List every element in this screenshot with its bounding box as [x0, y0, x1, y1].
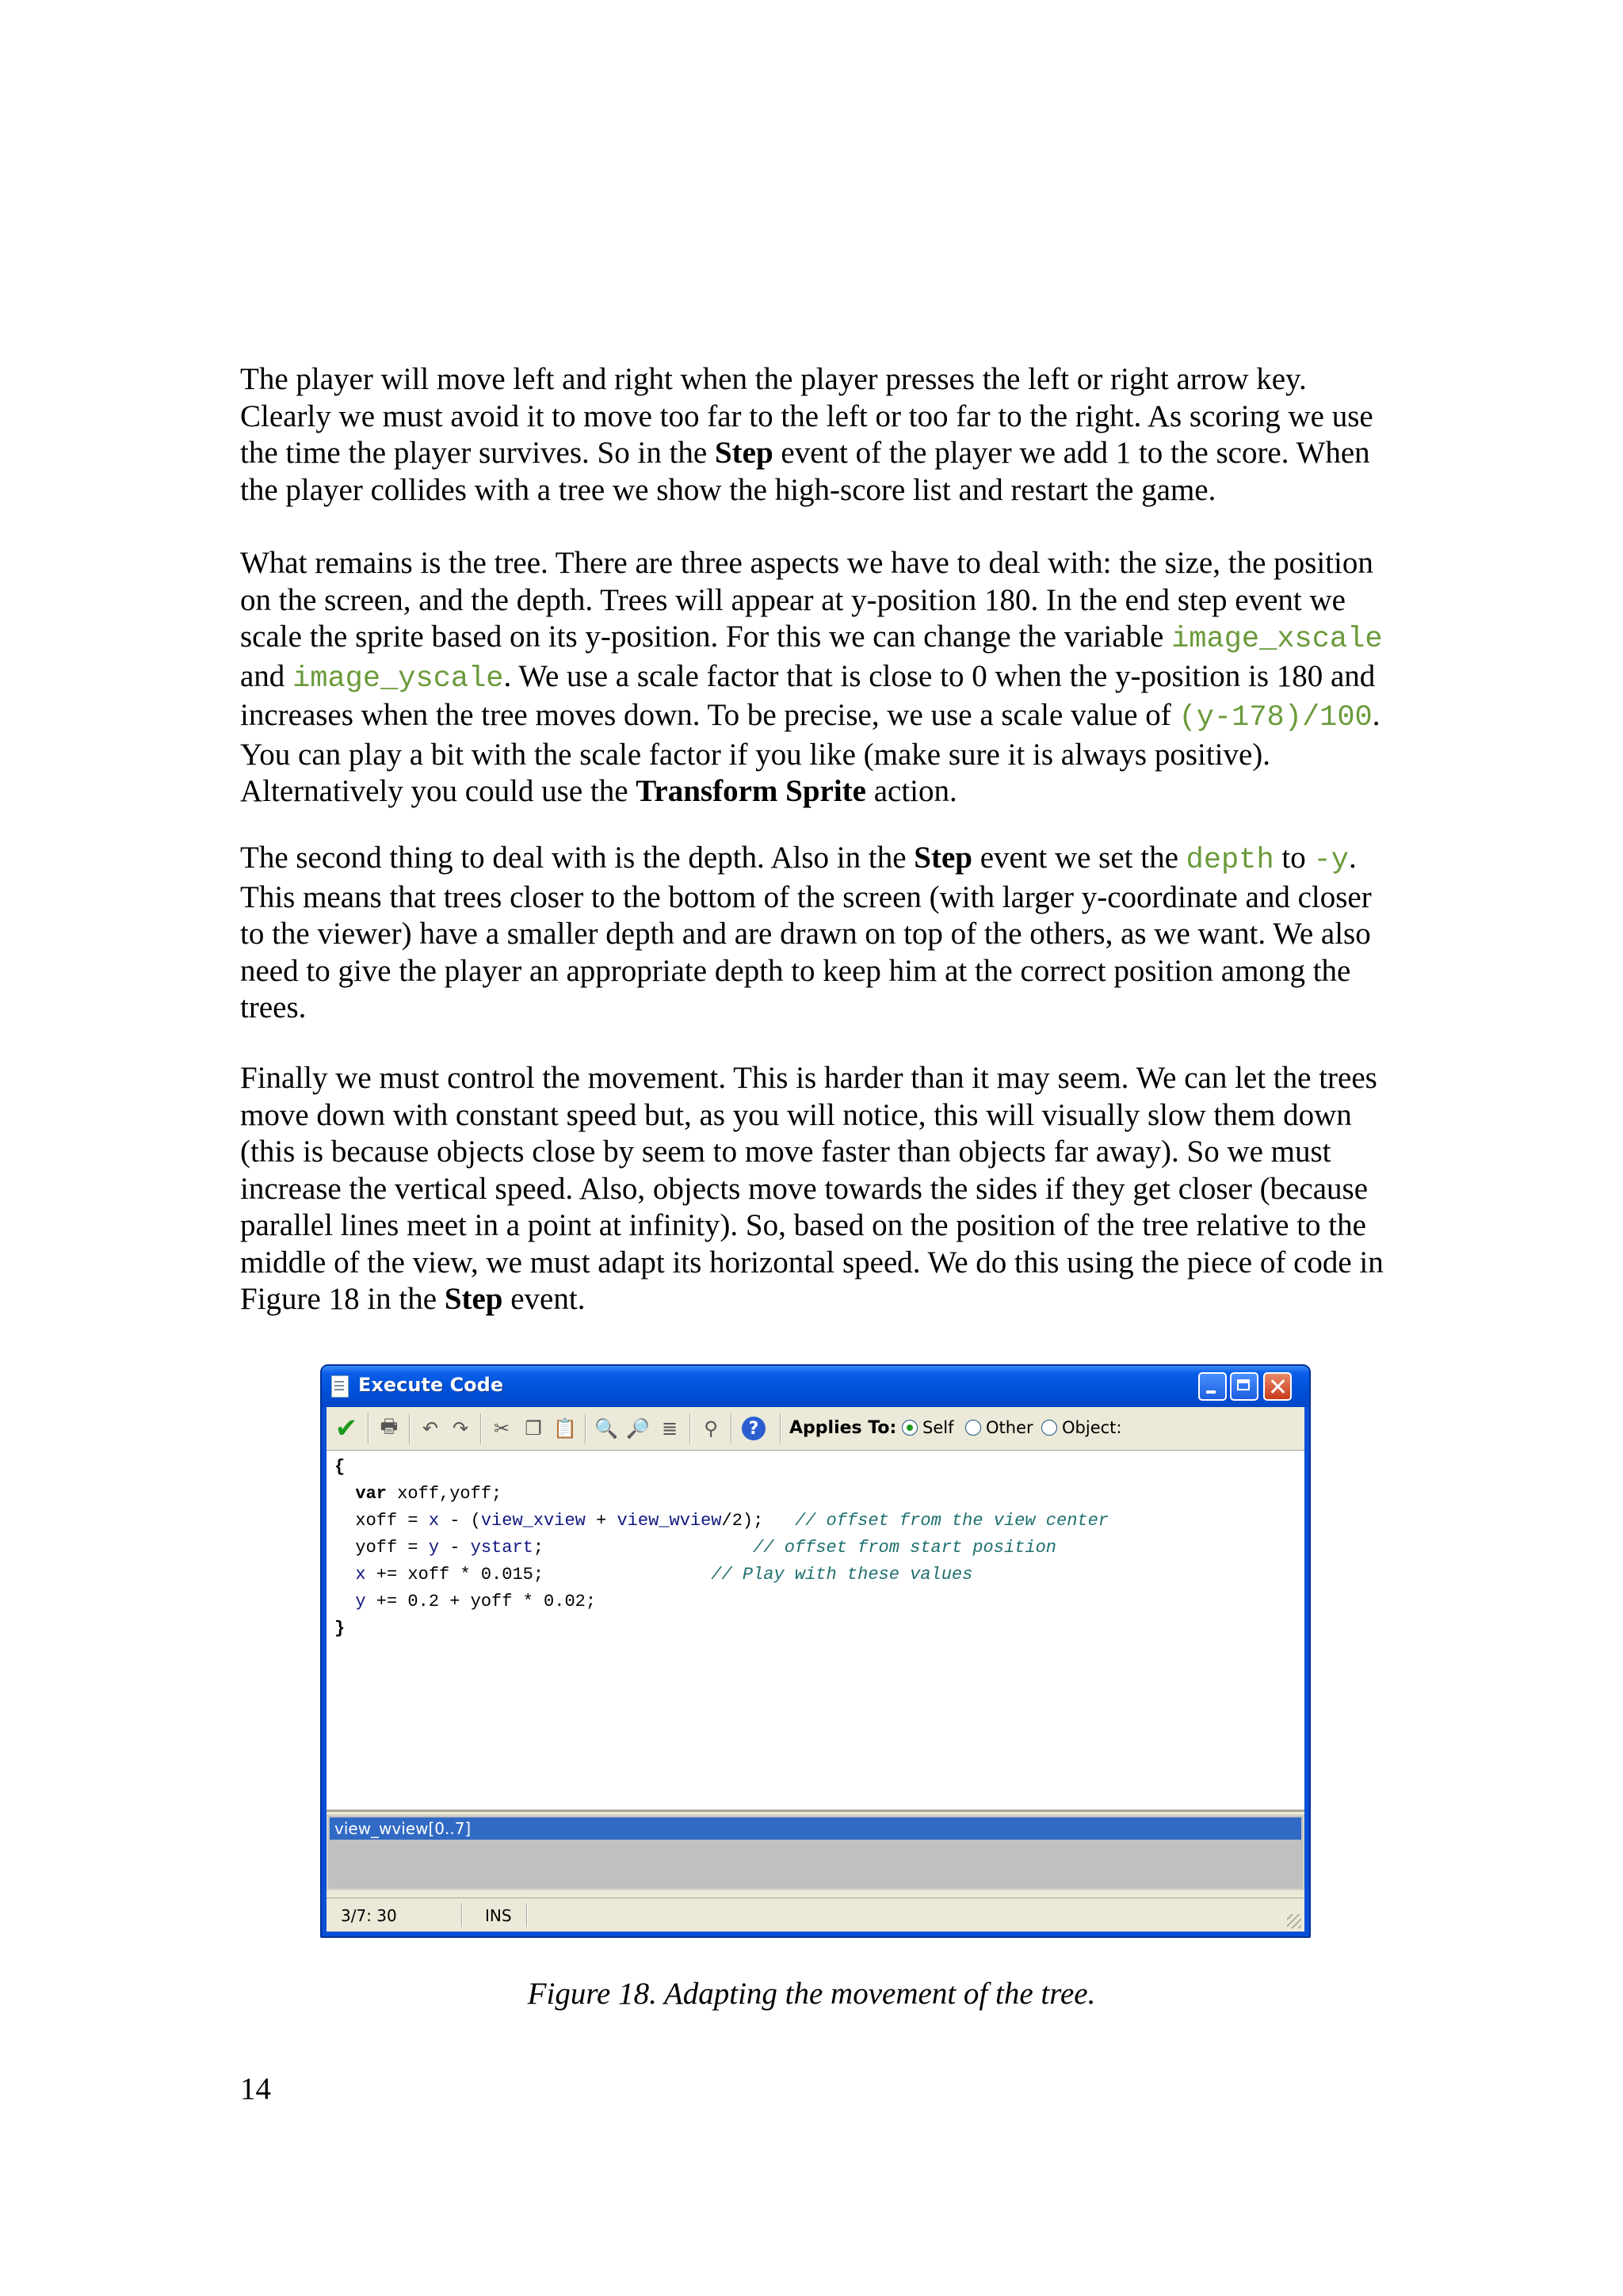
text: The player will move left and right when the player presses the left or right arrow key. Clearly we must avoid it to move too far to the left or too far to the right. As scoring we use the time the player survives. So in the: [240, 362, 1373, 470]
brace-close: }: [334, 1619, 346, 1638]
text: xoff =: [355, 1511, 429, 1531]
text: /2);: [721, 1511, 764, 1531]
keyword-var: var: [355, 1484, 388, 1504]
code-minus-y: -y: [1313, 844, 1349, 877]
builtin-var: ystart: [470, 1538, 533, 1558]
paragraph-movement: [240, 1060, 1397, 1318]
paragraph-depth: [240, 840, 1397, 1027]
help-icon[interactable]: ?: [742, 1417, 766, 1440]
code-line: [334, 1615, 345, 1642]
code-image-yscale: image_yscale: [292, 662, 504, 696]
code-line: [334, 1589, 596, 1615]
builtin-var: x: [428, 1511, 440, 1531]
check-syntax-icon[interactable]: ⚲: [704, 1417, 718, 1440]
bold-step: Step: [914, 841, 972, 875]
code-editor[interactable]: [327, 1451, 1304, 1812]
radio-object-label: Object:: [1062, 1418, 1122, 1437]
code-line: [334, 1508, 1109, 1535]
print-icon[interactable]: 🖶: [380, 1414, 399, 1437]
insert-mode: INS: [485, 1906, 512, 1925]
ok-checkmark-icon[interactable]: ✔: [334, 1413, 358, 1444]
toolbar: [327, 1407, 1304, 1451]
undo-icon[interactable]: ↶: [422, 1417, 439, 1440]
resize-grip-icon[interactable]: [1287, 1914, 1301, 1928]
code-line: [334, 1454, 345, 1481]
brace-open: {: [334, 1457, 346, 1477]
text: += 0.2 + yoff * 0.02;: [365, 1592, 597, 1611]
paste-icon[interactable]: 📋: [553, 1417, 577, 1440]
window-client: [327, 1407, 1304, 1932]
text: event we set the: [972, 841, 1186, 875]
text: and: [240, 658, 293, 693]
text: event.: [502, 1282, 586, 1316]
code-line: [334, 1535, 1056, 1562]
status-separator: [461, 1903, 462, 1927]
radio-object[interactable]: [1041, 1420, 1057, 1436]
code-scale-formula: (y-178)/100: [1178, 701, 1373, 734]
paragraph-tree-size: [240, 545, 1397, 810]
figure-caption: Figure 18. Adapting the movement of the tree.: [527, 1977, 1096, 2011]
builtin-var: view_wview: [617, 1511, 722, 1531]
redo-icon[interactable]: ↷: [452, 1417, 469, 1440]
goto-line-icon[interactable]: ≣: [661, 1417, 678, 1440]
close-button[interactable]: [1263, 1372, 1292, 1401]
bold-transform-sprite: Transform Sprite: [636, 774, 866, 808]
completion-item[interactable]: view_wview[0..7]: [330, 1817, 1301, 1840]
text: . You can play a bit with the scale factor if you like (make sure it is always positive). Alternatively you could use the: [240, 698, 1381, 808]
builtin-var: view_xview: [480, 1511, 586, 1531]
toolbar-separator: [585, 1413, 586, 1444]
text: ;: [533, 1538, 544, 1558]
status-separator: [526, 1903, 527, 1927]
code-line: [334, 1562, 972, 1589]
find-icon[interactable]: 🔍: [594, 1417, 618, 1440]
text: yoff =: [355, 1538, 429, 1558]
text: -: [439, 1538, 471, 1558]
status-bar: [327, 1897, 1304, 1932]
completion-list: [327, 1814, 1304, 1890]
toolbar-separator: [368, 1413, 369, 1444]
code-line: [334, 1481, 502, 1508]
text: event of the player we add 1 to the score. When the player collides with a tree we show the high-score list and restart the game.: [240, 436, 1370, 507]
paragraph-player-movement: [240, 361, 1397, 509]
text: Finally we must control the movement. This is harder than it may seem. We can let the trees move down with constant speed but, as you will notice, this will visually slow them down (this is because objects close by seem to move faster than objects far away). So we must increase the vertical speed. Also, objects move towards the sides if they get closer (because parallel lines meet in a point at infinity). So, based on the position of the tree relative to the middle of the view, we must adapt its horizontal speed. We do this using the piece of code in Figure 18 in the: [240, 1061, 1384, 1316]
bold-step: Step: [714, 436, 773, 470]
radio-self[interactable]: [902, 1420, 918, 1436]
text: . We use a scale factor that is close to 0 when the y-position is 180 and increases when the tree moves down. To be precise, we use a scale value of: [240, 658, 1376, 732]
text: to: [1274, 841, 1314, 875]
code-depth: depth: [1186, 844, 1274, 877]
cursor-position: 3/7: 30: [341, 1906, 397, 1925]
code-comment: // offset from the view center: [794, 1511, 1109, 1531]
radio-other[interactable]: [965, 1420, 981, 1436]
radio-self-label: Self: [922, 1418, 954, 1437]
toolbar-separator: [689, 1413, 690, 1444]
text: . This means that trees closer to the bottom of the screen (with larger y-coordinate and closer to the viewer) have a smaller depth and are drawn on top of the others, as we want. We also need to give the player an appropriate depth to keep him at the correct position among the trees.: [240, 841, 1372, 1024]
maximize-button[interactable]: [1230, 1372, 1258, 1401]
toolbar-separator: [409, 1413, 410, 1444]
replace-icon[interactable]: 🔎: [626, 1417, 650, 1440]
text: += xoff * 0.015;: [365, 1565, 544, 1585]
execute-code-window: [320, 1364, 1311, 1938]
title-bar: [322, 1366, 1309, 1407]
page-number: 14: [240, 2072, 271, 2106]
code-comment: // offset from start position: [753, 1538, 1056, 1558]
copy-icon[interactable]: ❐: [525, 1417, 542, 1440]
builtin-var: x: [355, 1565, 366, 1585]
toolbar-separator: [480, 1413, 481, 1444]
code-image-xscale: image_xscale: [1171, 623, 1383, 656]
text: - (: [439, 1511, 481, 1531]
text: +: [585, 1511, 617, 1531]
window-title: Execute Code: [358, 1374, 504, 1396]
cut-icon[interactable]: ✂: [493, 1417, 510, 1440]
document-icon: [331, 1375, 349, 1398]
toolbar-separator: [780, 1413, 781, 1444]
bold-step: Step: [444, 1282, 503, 1316]
applies-to-label: Applies To:: [789, 1418, 897, 1438]
radio-other-label: Other: [986, 1418, 1033, 1437]
code-comment: // Play with these values: [711, 1565, 973, 1585]
builtin-var: y: [428, 1538, 440, 1558]
text: What remains is the tree. There are three aspects we have to deal with: the size, the position on the screen, and the depth. Trees will appear at y-position 180. In the end step event we scale the sprite based on its y-position. For this we can change the variable: [240, 546, 1373, 654]
text: xoff,yoff;: [387, 1484, 502, 1504]
builtin-var: y: [355, 1592, 366, 1611]
minimize-button[interactable]: [1198, 1372, 1227, 1401]
text: action.: [865, 774, 957, 808]
text: The second thing to deal with is the depth. Also in the: [240, 841, 915, 875]
